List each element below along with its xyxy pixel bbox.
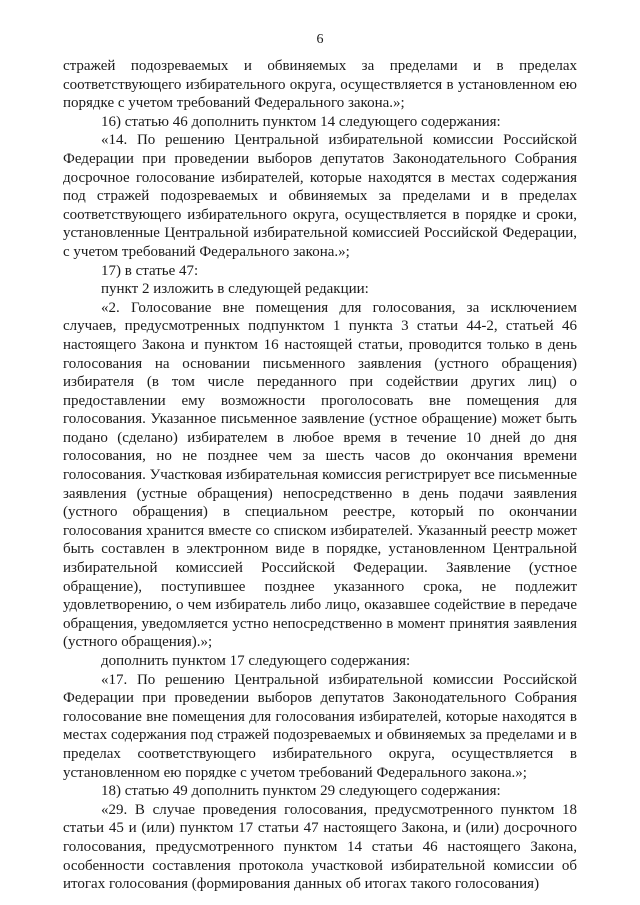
paragraph-quote-17: «17. По решению Центральной избирательной комиссии Российской Федерации при проведении выборов депутатов Законодательного Собрания голосование вне помещения для голосования избирателей, которые находятся в местах содержания под стражей подозреваемых и обвиняемых за пределами и в пределах соответствующего избирательного округа, осуществляется в установленном ею порядке с учетом требований Федерального закона.»; xyxy=(63,671,577,781)
page-number: 6 xyxy=(316,32,324,47)
paragraph-add-point-17: дополнить пунктом 17 следующего содержания: xyxy=(101,653,411,669)
paragraph-item-17: 17) в статье 47: xyxy=(101,262,199,279)
paragraph-quote-2: «2. Голосование вне помещения для голосования, за исключением случаев, предусмотренных подпунктом 1 пункта 3 статьи 44-2, статьей 46 настоящего Закона и пунктом 16 настоящей статьи, проводится только в день голосования на основании письменного заявления (устного обращения) избирателя (в том числе переданного при содействии других лиц) о предоставлении ему возможности проголосовать вне помещения для голосования. Указанное письменное заявление (устное обращение) может быть подано (сделано) избирателем в любое время в течение 10 дней до дня голосования, но не позднее чем за шесть часов до окончания времени голосования. Участковая избирательная комиссия регистрирует все письменные заявления (устные обращения) непосредственно в день подачи заявления (устного обращения) в специальном реестре, который по окончании голосования хранится вместе со списком избирателей. Указанный реестр может быть составлен в электронном виде в порядке, установленном Центральной избирательной комиссией Российской Федерации. Заявление (устное обращение), поступившее позднее указанного срока, не подлежит удовлетворению, о чем избиратель либо лицо, оказавшее содействие в передаче обращения, уведомляется устно непосредственно в момент принятия заявления (устного обращения).»; xyxy=(63,299,577,651)
paragraph-quote-29: «29. В случае проведения голосования, предусмотренного пунктом 18 статьи 45 и (или) пунктом 17 статьи 47 настоящего Закона, и (или) досрочного голосования, предусмотренного пунктом 14 статьи 46 настоящего Закона, особенности составления протокола участковой избирательной комиссии об итогах голосования (формирования данных об итогах такого голосования) xyxy=(63,801,577,893)
paragraph-amend-point-2: пункт 2 изложить в следующей редакции: xyxy=(101,281,369,298)
paragraph-continuation: стражей подозреваемых и обвиняемых за пределами и в пределах соответствующего избирательного округа, осуществляется в установленном ею порядке с учетом требований Федерального закона.»; xyxy=(63,58,577,112)
paragraph-quote-14: «14. По решению Центральной избирательной комиссии Российской Федерации при проведении выборов депутатов Законодательного Собрания досрочное голосование избирателей, которые находятся в местах содержания под стражей подозреваемых и обвиняемых за пределами и в пределах соответствующего избирательного округа, осуществляется в порядке и сроки, установленные Центральной избирательной комиссией Российской Федерации, с учетом требований Федерального закона.»; xyxy=(63,132,577,260)
paragraph-item-16: 16) статью 46 дополнить пунктом 14 следующего содержания: xyxy=(101,113,501,130)
paragraph-item-18: 18) статью 49 дополнить пунктом 29 следующего содержания: xyxy=(101,783,501,800)
document-body xyxy=(63,57,577,894)
